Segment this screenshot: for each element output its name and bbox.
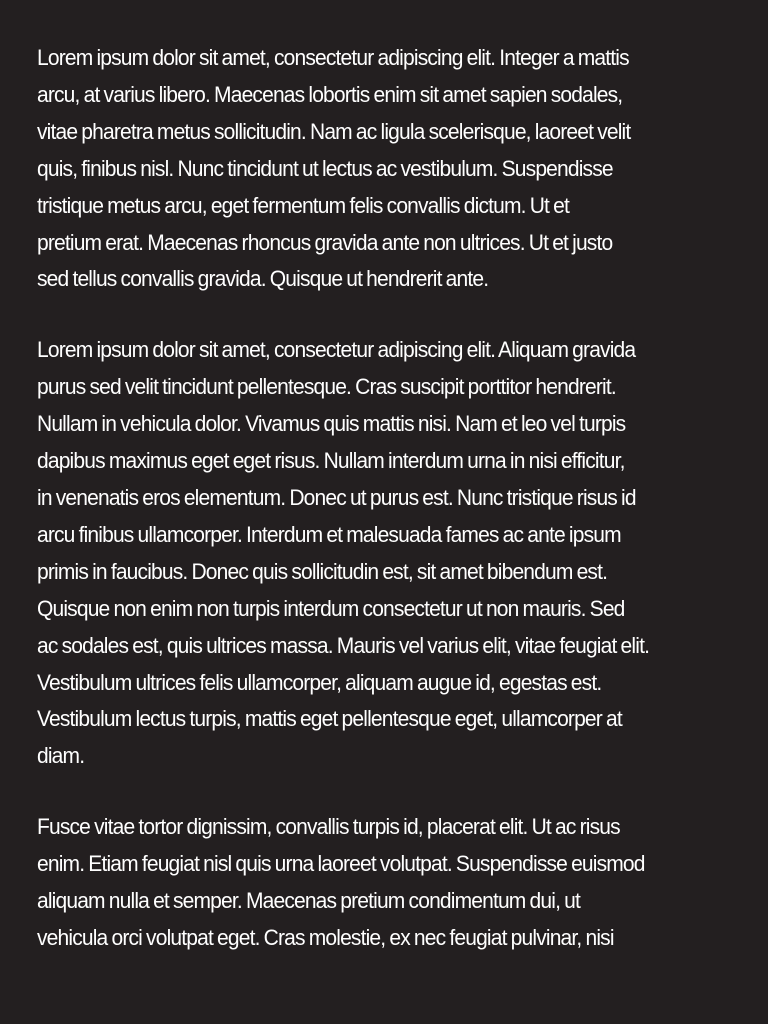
text-line: primis in faucibus. Donec quis sollicitudin est, sit amet bibendum est.: [37, 558, 608, 584]
text-line: purus sed velit tincidunt pellentesque. Cras suscipit porttitor hendrerit.: [37, 374, 616, 400]
text-line: in venenatis eros elementum. Donec ut purus est. Nunc tristique risus id: [37, 484, 636, 510]
text-line: diam.: [37, 743, 85, 769]
text-line: enim. Etiam feugiat nisl quis urna laoreet volutpat. Suspendisse euismod: [37, 851, 645, 877]
text-line: Lorem ipsum dolor sit amet, consectetur adipiscing elit. Aliquam gravida: [37, 337, 636, 363]
text-line: Lorem ipsum dolor sit amet, consectetur adipiscing elit. Integer a mattis: [37, 45, 629, 70]
text-line: dapibus maximus eget eget risus. Nullam interdum urna in nisi efficitur,: [37, 448, 625, 474]
text-line: Nullam in vehicula dolor. Vivamus quis mattis nisi. Nam et leo vel turpis: [37, 411, 626, 437]
text-line: arcu, at varius libero. Maecenas lobortis enim sit amet sapien sodales,: [37, 81, 623, 107]
text-line: Vestibulum ultrices felis ullamcorper, aliquam augue id, egestas est.: [37, 669, 602, 695]
text-line: aliquam nulla et semper. Maecenas pretium condimentum dui, ut: [37, 888, 581, 914]
paragraph-2: [37, 332, 730, 775]
text-line: quis, finibus nisl. Nunc tincidunt ut lectus ac vestibulum. Suspendisse: [37, 155, 613, 181]
text-line: sed tellus convallis gravida. Quisque ut hendrerit ante.: [37, 266, 489, 292]
text-line: pretium erat. Maecenas rhoncus gravida ante non ultrices. Ut et justo: [37, 229, 613, 255]
text-line: arcu finibus ullamcorper. Interdum et malesuada fames ac ante ipsum: [37, 521, 621, 547]
paragraph-1: [37, 40, 730, 298]
text-line: ac sodales est, quis ultrices massa. Mauris vel varius elit, vitae feugiat elit.: [37, 632, 650, 658]
text-line: vehicula orci volutpat eget. Cras molestie, ex nec feugiat pulvinar, nisi: [37, 924, 614, 950]
paragraph-3: [37, 809, 730, 957]
text-line: Fusce vitae tortor dignissim, convallis turpis id, placerat elit. Ut ac risus: [37, 814, 620, 840]
text-line: tristique metus arcu, eget fermentum felis convallis dictum. Ut et: [37, 192, 569, 218]
text-line: Quisque non enim non turpis interdum consectetur ut non mauris. Sed: [37, 595, 625, 621]
text-line: vitae pharetra metus sollicitudin. Nam ac ligula scelerisque, laoreet velit: [37, 118, 631, 144]
text-line: Vestibulum lectus turpis, mattis eget pellentesque eget, ullamcorper at: [37, 706, 622, 732]
